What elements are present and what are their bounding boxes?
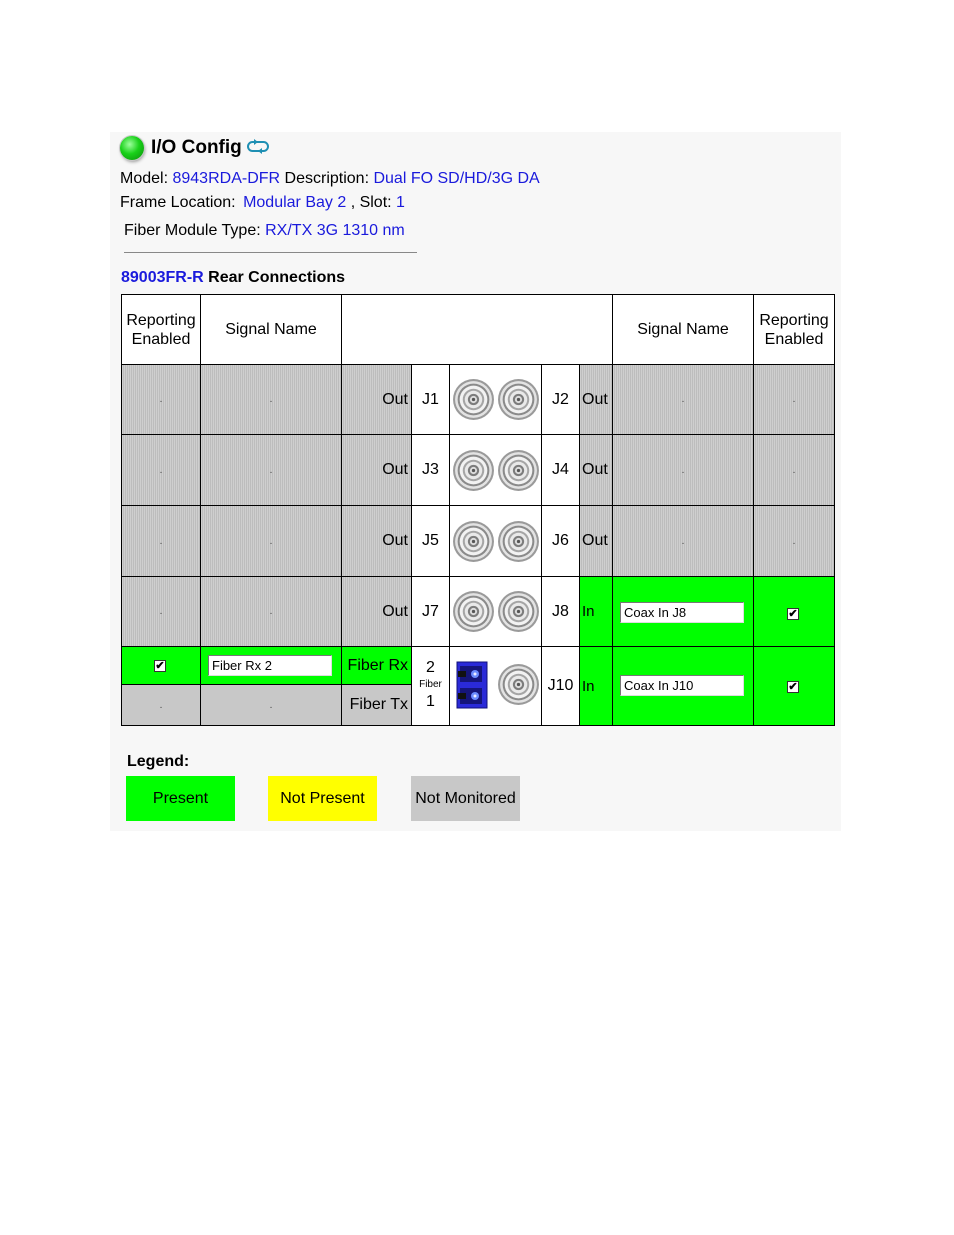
bnc-connector-icon[interactable]: [452, 520, 495, 563]
connector-label: J3: [412, 435, 449, 505]
connector-pair: [450, 577, 541, 646]
direction-label: Out: [342, 506, 411, 576]
fiber-module-label: Fiber Module Type:: [124, 222, 261, 239]
signal-name-cell-j8: [613, 577, 753, 646]
header-signal-name-left: Signal Name: [201, 295, 341, 364]
legend-not-present: Not Present: [268, 776, 377, 821]
direction-label: Out: [580, 506, 612, 576]
rear-connections-title: [121, 269, 345, 287]
connector-pair: [450, 435, 541, 505]
fiber-port-number-bottom: 1: [426, 693, 435, 710]
model-value: 8943RDA-DFR: [172, 170, 281, 187]
direction-label: Out: [580, 435, 612, 505]
signal-name-cell: .: [201, 577, 341, 646]
legend-present: Present: [126, 776, 235, 821]
signal-name-cell: .: [201, 435, 341, 505]
connector-label: J1: [412, 365, 449, 434]
direction-label: Out: [342, 365, 411, 434]
connector-label: J6: [542, 506, 579, 576]
fiber-port-labels: [412, 647, 449, 725]
bnc-connector-icon[interactable]: [497, 378, 540, 421]
frame-value: Modular Bay 2: [243, 194, 347, 211]
fiber-port-word: Fiber: [419, 679, 442, 690]
description-label: Description:: [284, 170, 370, 187]
direction-label: In: [580, 647, 612, 725]
signal-name-input-j10[interactable]: Coax In J10: [620, 675, 744, 696]
bnc-connector-icon[interactable]: [452, 449, 495, 492]
connector-label: J4: [542, 435, 579, 505]
connector-pair: [450, 365, 541, 434]
slot-value: 1: [396, 194, 405, 211]
signal-name-cell-fiber-tx: .: [201, 685, 341, 725]
signal-name-input-j8[interactable]: Coax In J8: [620, 602, 744, 623]
connector-label: J2: [542, 365, 579, 434]
reporting-enabled-checkbox-j8[interactable]: ✔: [788, 608, 798, 620]
bnc-connector-icon[interactable]: [497, 449, 540, 492]
connector-label: J8: [542, 577, 579, 646]
rear-connections-label: Rear Connections: [208, 269, 346, 286]
reporting-cell: .: [754, 365, 834, 434]
fiber-tx-label: Fiber Tx: [342, 685, 411, 725]
frame-label: Frame Location:: [120, 194, 236, 211]
connector-pair: [450, 506, 541, 576]
reporting-cell: .: [122, 365, 200, 434]
slot-label: , Slot:: [350, 194, 392, 211]
signal-name-cell: .: [613, 435, 753, 505]
bnc-connector-icon[interactable]: [497, 663, 540, 706]
connector-label: J7: [412, 577, 449, 646]
direction-label: Out: [342, 577, 411, 646]
bnc-connector-icon[interactable]: [452, 378, 495, 421]
fiber-module-line: [124, 222, 405, 240]
reporting-cell: .: [122, 577, 200, 646]
reporting-cell-fiber-tx: .: [122, 685, 200, 725]
signal-name-cell-j10: [613, 647, 753, 725]
model-label: Model:: [120, 170, 169, 187]
connector-label: J5: [412, 506, 449, 576]
signal-name-cell: .: [613, 365, 753, 434]
signal-name-cell: .: [201, 506, 341, 576]
reporting-enabled-checkbox-fiber-rx[interactable]: ✔: [155, 660, 165, 672]
frame-location-line: [120, 194, 405, 212]
rear-module-model: 89003FR-R: [121, 269, 204, 286]
reporting-cell: .: [754, 435, 834, 505]
rear-connections-table: [121, 294, 835, 726]
reporting-cell: .: [122, 435, 200, 505]
description-value: Dual FO SD/HD/3G DA: [373, 170, 540, 187]
header-connector-area: [342, 295, 612, 364]
model-line: [120, 170, 540, 188]
signal-name-cell: .: [201, 365, 341, 434]
fiber-port-number-top: 2: [426, 659, 435, 676]
header-divider: [124, 252, 417, 253]
header-reporting-enabled-left: Reporting Enabled: [122, 295, 200, 364]
direction-label: In: [580, 577, 612, 646]
direction-label: Out: [580, 365, 612, 434]
connector-label: J10: [542, 647, 579, 725]
legend-not-monitored: Not Monitored: [411, 776, 520, 821]
io-config-panel: [110, 132, 841, 831]
signal-name-cell-fiber-rx: [201, 647, 341, 684]
fiber-rx-label: Fiber Rx: [342, 647, 411, 684]
refresh-icon[interactable]: [247, 138, 269, 154]
fiber-lc-connector-icon[interactable]: [456, 661, 488, 709]
fiber-module-value: RX/TX 3G 1310 nm: [265, 222, 405, 239]
signal-name-cell: .: [613, 506, 753, 576]
fiber-connector-pair: [450, 647, 541, 725]
header-signal-name-right: Signal Name: [613, 295, 753, 364]
reporting-cell-fiber-rx: [122, 647, 200, 684]
bnc-connector-icon[interactable]: [497, 520, 540, 563]
direction-label: Out: [342, 435, 411, 505]
reporting-enabled-checkbox-j10[interactable]: ✔: [788, 681, 798, 693]
signal-name-input-fiber-rx[interactable]: Fiber Rx 2: [208, 655, 332, 676]
bnc-connector-icon[interactable]: [452, 590, 495, 633]
page-title: I/O Config: [151, 137, 242, 158]
legend-title: Legend:: [127, 753, 190, 770]
reporting-cell-j10: [754, 647, 834, 725]
reporting-cell: .: [122, 506, 200, 576]
bnc-connector-icon[interactable]: [497, 590, 540, 633]
reporting-cell-j8: [754, 577, 834, 646]
reporting-cell: .: [754, 506, 834, 576]
header-reporting-enabled-right: Reporting Enabled: [754, 295, 834, 364]
status-ok-icon: [120, 136, 144, 160]
